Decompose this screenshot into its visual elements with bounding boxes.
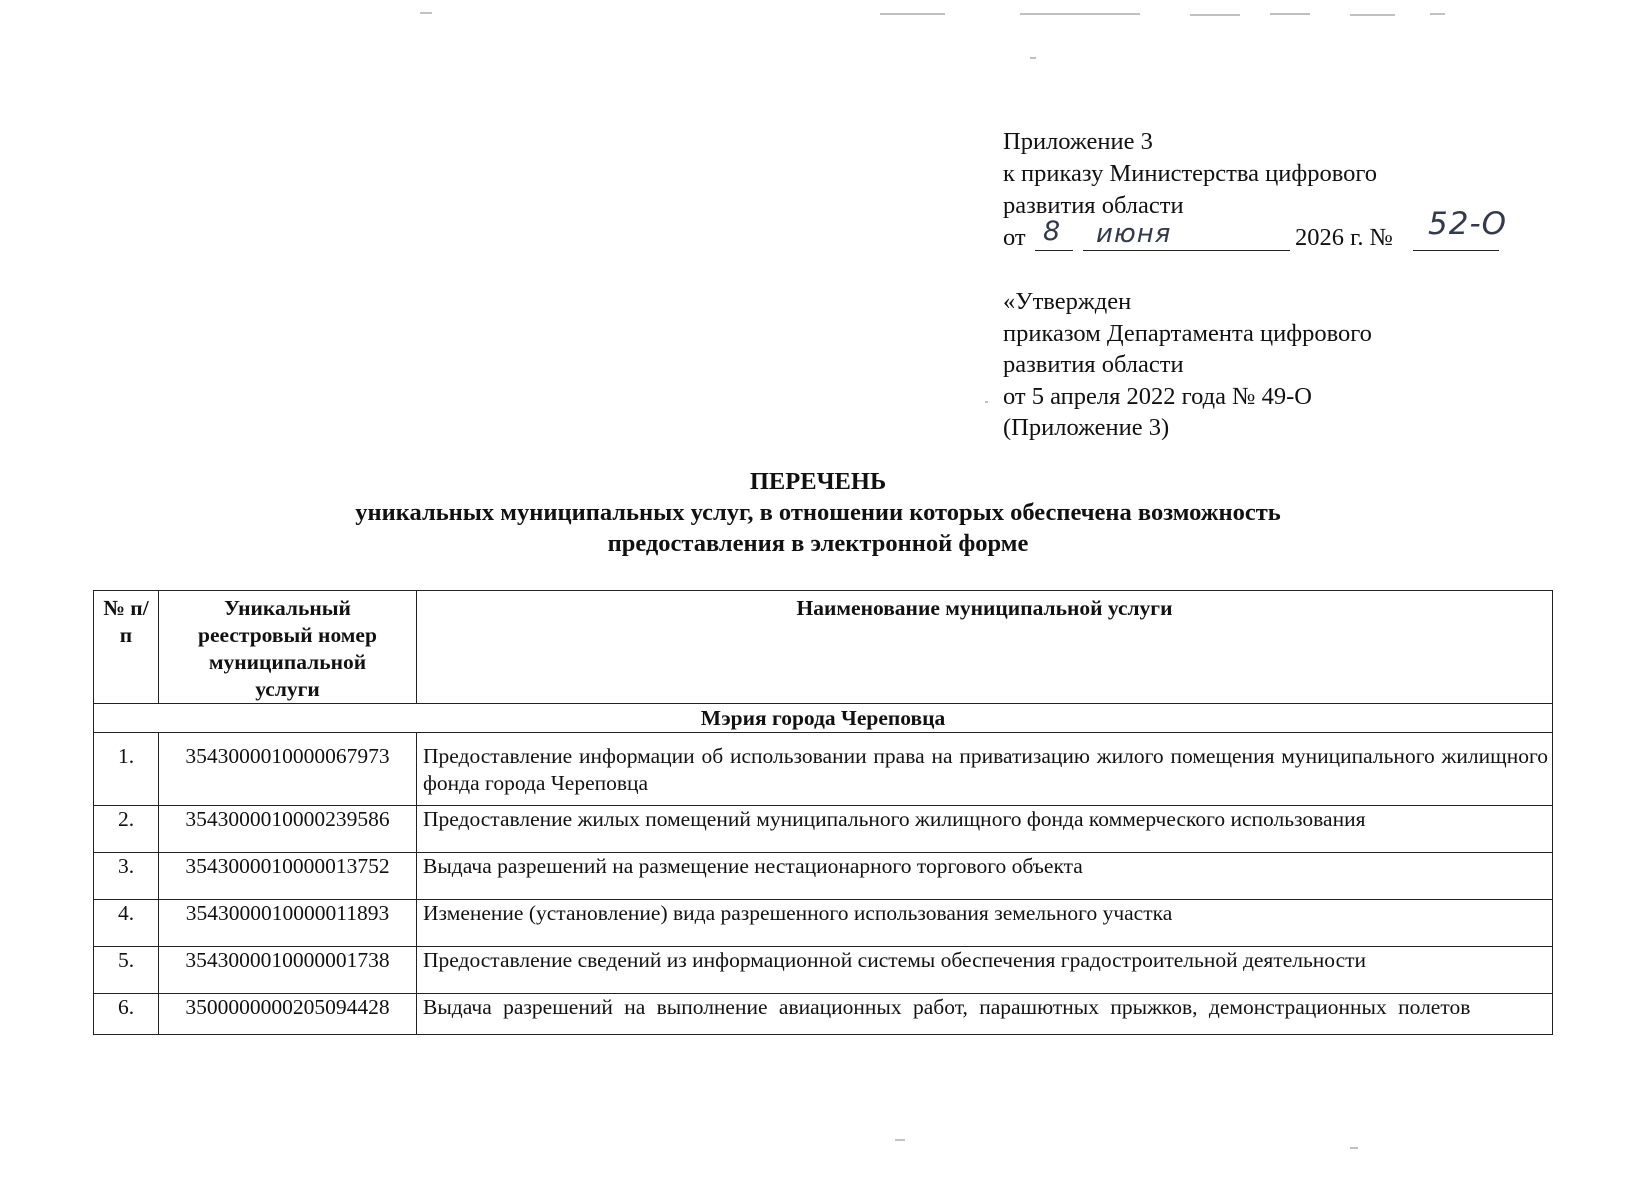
group-row [94, 704, 1553, 733]
row-num: 4. [94, 900, 159, 947]
row-reg-number: 3543000010000011893 [159, 900, 417, 947]
handwritten-month: июня [1096, 219, 1172, 249]
order-prefix: от [1003, 224, 1026, 251]
table-row [94, 853, 1553, 900]
title-line-3: предоставления в электронной форме [607, 530, 1029, 557]
table-row [94, 806, 1553, 853]
services-table [93, 590, 1553, 1035]
order-year: 2026 г. № [1295, 224, 1394, 251]
document-title [0, 466, 1636, 559]
row-service-name: Выдача разрешений на выполнение авиационных работ, парашютных прыжков, демонстрационных полетов [417, 994, 1553, 1035]
row-service-name: Изменение (установление) вида разрешенного использования земельного участка [417, 900, 1553, 947]
appendix-org: развития области [1003, 192, 1184, 219]
row-num: 1. [94, 733, 159, 806]
table-header-row [94, 591, 1553, 704]
row-num: 6. [94, 994, 159, 1035]
table-row [94, 900, 1553, 947]
number-blank [1413, 250, 1499, 251]
handwritten-day: 8 [1043, 216, 1062, 247]
row-reg-number: 3543000010000067973 [159, 733, 417, 806]
appendix-title: Приложение 3 [1003, 128, 1153, 155]
day-blank [1035, 250, 1073, 251]
table-row [94, 947, 1553, 994]
table-row [94, 733, 1553, 806]
header-service-name: Наименование муниципальной услуги [417, 591, 1553, 704]
row-num: 2. [94, 806, 159, 853]
approval-line-4: от 5 апреля 2022 года № 49-О [1003, 382, 1312, 410]
appendix-header [1003, 126, 1563, 258]
approval-note [1003, 286, 1563, 444]
header-num: № п/п [94, 591, 159, 704]
row-service-name: Предоставление сведений из информационной системы обеспечения градостроительной деятельности [417, 947, 1553, 994]
appendix-order-ref: к приказу Министерства цифрового [1003, 160, 1378, 187]
row-service-name: Предоставление информации об использовании права на приватизацию жилого помещения муниципального жилищного фонда города Череповца [417, 733, 1553, 806]
month-blank [1083, 250, 1290, 251]
row-service-name: Выдача разрешений на размещение нестационарного торгового объекта [417, 853, 1553, 900]
table-row [94, 994, 1553, 1035]
row-reg-number: 3543000010000239586 [159, 806, 417, 853]
row-reg-number: 3543000010000001738 [159, 947, 417, 994]
approval-line-1: «Утвержден [1003, 288, 1132, 315]
row-service-name: Предоставление жилых помещений муниципального жилищного фонда коммерческого использования [417, 806, 1553, 853]
approval-line-3: развития области [1003, 351, 1184, 378]
row-reg-number: 3543000010000013752 [159, 853, 417, 900]
handwritten-number: 52-О [1428, 206, 1508, 242]
approval-line-5: (Приложение 3) [1003, 414, 1170, 441]
group-name: Мэрия города Череповца [94, 704, 1553, 733]
title-line-1: ПЕРЕЧЕНЬ [749, 468, 887, 495]
order-date-line [1003, 206, 1563, 258]
row-num: 3. [94, 853, 159, 900]
approval-line-2: приказом Департамента цифрового [1003, 319, 1372, 347]
title-line-2: уникальных муниципальных услуг, в отношении которых обеспечена возможность [355, 499, 1281, 526]
header-reg-number: Уникальный реестровый номер муниципальной услуги [159, 591, 417, 704]
row-reg-number: 3500000000205094428 [159, 994, 417, 1035]
row-num: 5. [94, 947, 159, 994]
